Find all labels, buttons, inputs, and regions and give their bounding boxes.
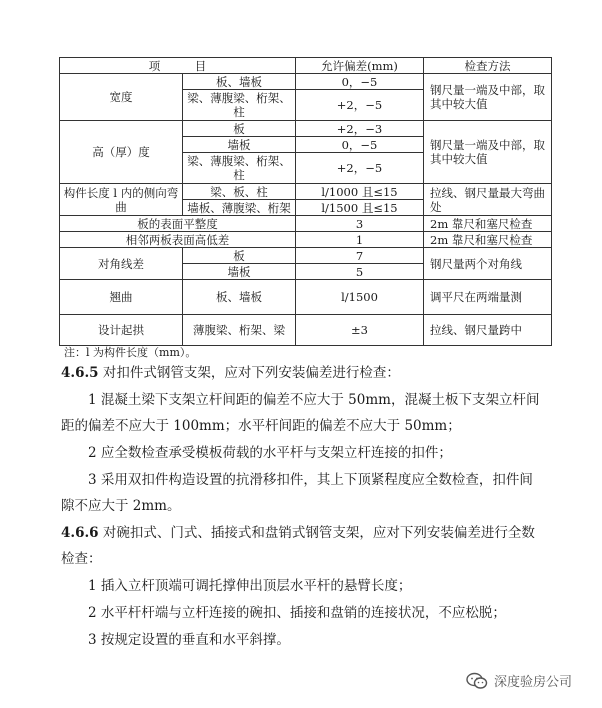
row-method: 2m 靠尺和塞尺检查	[424, 232, 552, 248]
table-row	[60, 121, 552, 137]
row-sub: 板	[183, 121, 296, 137]
row-sub: 梁、薄腹梁、桁架、柱	[183, 90, 296, 121]
row-label: 翘曲	[60, 280, 183, 315]
row-sub: 板	[183, 248, 296, 264]
row-label: 相邻两板表面高低差	[60, 232, 296, 248]
paragraph-line: 3 采用双扣件构造设置的抗滑移扣件，其上下顶紧程度应全数检查，扣件间	[88, 472, 533, 488]
paragraph-line: 距的偏差不应大于 100mm；水平杆间距的偏差不应大于 50mm；	[61, 418, 461, 434]
tolerance-table	[59, 57, 552, 346]
row-method: 拉线、钢尺量最大弯曲处	[424, 184, 552, 216]
table-row	[60, 280, 552, 315]
table-row	[60, 216, 552, 232]
paragraph-line: 1 混凝土梁下支架立杆间距的偏差不应大于 50mm，混凝土板下支架立杆间	[88, 392, 540, 408]
row-method: 钢尺量两个对角线	[424, 248, 552, 280]
table-note: 注：l 为构件长度（mm）。	[64, 346, 197, 359]
row-value: l/1500	[296, 280, 424, 315]
row-label: 设计起拱	[60, 315, 183, 346]
header-method: 检查方法	[424, 58, 552, 74]
watermark	[466, 671, 572, 690]
row-label: 高（厚）度	[60, 121, 183, 184]
row-sub: 板、墙板	[183, 74, 296, 90]
table-row	[60, 315, 552, 346]
row-sub: 梁、薄腹梁、桁架、柱	[183, 153, 296, 184]
row-method: 2m 靠尺和塞尺检查	[424, 216, 552, 232]
row-value: 7	[296, 248, 424, 264]
row-method: 拉线、钢尺量跨中	[424, 315, 552, 346]
row-sub: 梁、板、柱	[183, 184, 296, 200]
table-row	[60, 248, 552, 264]
paragraph-line: 2 水平杆杆端与立杆连接的碗扣、插接和盘销的连接状况，不应松脱；	[88, 605, 506, 621]
header-item: 项 目	[60, 58, 296, 74]
row-value: l/1500 且≤15	[296, 200, 424, 216]
paragraph-line: 2 应全数检查承受模板荷载的水平杆与支架立杆连接的扣件；	[88, 445, 452, 461]
row-value: +2，−5	[296, 90, 424, 121]
row-value: +2，−5	[296, 153, 424, 184]
watermark-text: 深度验房公司	[494, 675, 573, 690]
table-row	[60, 184, 552, 200]
row-value: 0，−5	[296, 137, 424, 153]
row-label: 构件长度 l 内的侧向弯曲	[60, 184, 183, 216]
section-number: 4.6.5	[61, 365, 99, 381]
row-label: 对角线差	[60, 248, 183, 280]
row-value: 1	[296, 232, 424, 248]
table-header-row	[60, 58, 552, 74]
row-value: ±3	[296, 315, 424, 346]
section-title: 对扣件式钢管支架，应对下列安装偏差进行检查：	[102, 365, 400, 381]
row-sub: 板、墙板	[183, 280, 296, 315]
section-title: 对碗扣式、门式、插接式和盘销式钢管支架，应对下列安装偏差进行全数	[102, 525, 535, 541]
row-label: 板的表面平整度	[60, 216, 296, 232]
table-row	[60, 74, 552, 90]
row-value: l/1000 且≤15	[296, 184, 424, 200]
paragraph-line: 1 插入立杆顶端可调托撑伸出顶层水平杆的悬臂长度；	[88, 578, 412, 594]
row-method: 钢尺量一端及中部，取其中较大值	[424, 121, 552, 184]
section-number: 4.6.6	[61, 525, 99, 541]
row-method: 钢尺量一端及中部，取其中较大值	[424, 74, 552, 121]
row-method: 调平尺在两端量测	[424, 280, 552, 315]
paragraph-line: 检查：	[61, 551, 102, 567]
row-sub: 墙板	[183, 137, 296, 153]
row-value: +2，−3	[296, 121, 424, 137]
wechat-icon	[466, 672, 488, 690]
header-tolerance: 允许偏差(mm)	[296, 58, 424, 74]
table-row	[60, 232, 552, 248]
row-sub: 薄腹梁、桁架、梁	[183, 315, 296, 346]
paragraph-line: 隙不应大于 2mm。	[61, 498, 181, 514]
section-4-6-5-heading	[61, 364, 400, 382]
paragraph-line: 3 按规定设置的垂直和水平斜撑。	[88, 632, 290, 648]
row-value: 5	[296, 264, 424, 280]
row-value: 0，−5	[296, 74, 424, 90]
section-4-6-6-heading	[61, 524, 535, 542]
row-label: 宽度	[60, 74, 183, 121]
row-value: 3	[296, 216, 424, 232]
row-sub: 墙板	[183, 264, 296, 280]
row-sub: 墙板、薄腹梁、桁架	[183, 200, 296, 216]
